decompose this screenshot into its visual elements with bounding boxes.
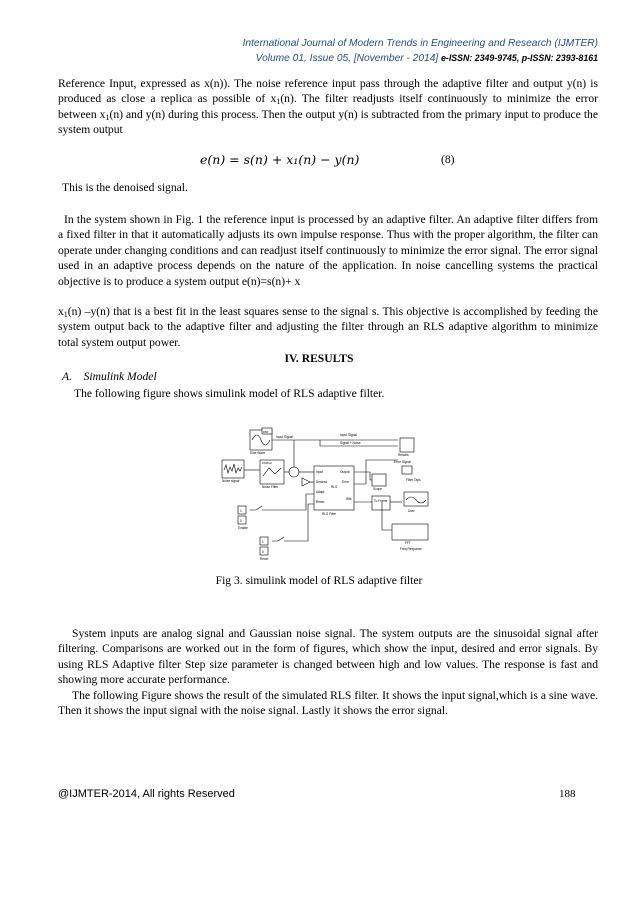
label-output-port: Output [340, 470, 350, 474]
text-segment: In the system shown in Fig. 1 the reference input is processed by an adaptive filter. An adaptive filter differs from a fixed filter in that it automatically adjusts its own impulse response. Thus with the proper algorithm, the filter can operate under changing conditions and can readjust itself continuously to minimize the error signal. The error signal used in an adaptive process depends on the nature of the application. In noise cancelling systems the practical objective is to produce a system output e(n)=s(n)+ x [58, 213, 598, 288]
label-input-signal: Input Signal [276, 435, 293, 439]
label-noise-signal: Noise signal [222, 479, 240, 483]
paragraph-adaptive-filter [58, 212, 598, 289]
journal-issn: e-ISSN: 2349-9745, p-ISSN: 2393-8161 [441, 53, 598, 63]
figure-caption: Fig 3. simulink model of RLS adaptive filter [215, 574, 423, 587]
label-dsp: DSP [263, 431, 269, 434]
label-to-frame: To Frame [374, 499, 388, 503]
fft-block [392, 524, 428, 540]
label-rls-filter: RLS Filter [322, 512, 337, 516]
results-scope [400, 438, 414, 452]
paragraph-results-intro [58, 688, 598, 719]
paragraph-reference-input: Reference Input, expressed as x(n)). The noise reference input pass through the adaptive filter and output y(n) is produced as close a replica as possible of $x_1(n)$. The filter readjusts itself continuously to minimize the error between $x_1(n)$ and y(n) during this process. Then the output y(n) is subtracted from the primary input to produce the system output [58, 77, 598, 137]
label-const-0b: 0 [262, 550, 264, 554]
label-error-port: Error [342, 480, 350, 484]
label-fdatool: FDATool [262, 462, 272, 465]
label-input-port: Input [316, 470, 324, 474]
label-input-signal-top: Input Signal [340, 433, 357, 437]
wire-output [354, 472, 372, 480]
label-fft: FFT [405, 541, 411, 545]
sum-block [289, 467, 299, 477]
text-segment: Reference Input, expressed as x(n)). The noise reference input pass through the adaptive filter and output y(n) is produced as close a replica as possible of x [58, 77, 598, 106]
label-user: User [408, 509, 415, 513]
figure-intro: The following figure shows simulink model of RLS adaptive filter. [74, 387, 385, 400]
journal-volume-line [256, 51, 598, 66]
gain-block [302, 478, 310, 486]
label-wts-port: Wts [346, 497, 352, 501]
label-reset: Reset [260, 557, 269, 561]
label-enable: Enable [238, 526, 248, 530]
section-heading: IV. RESULTS [284, 352, 354, 365]
page-number: 188 [559, 788, 576, 800]
paragraph-system-inputs [58, 626, 598, 688]
label-noise-filter: Noise Filter [262, 485, 279, 489]
switch-enable [250, 506, 268, 510]
equation-8: e(n) = s(n) + x₁(n) − y(n) [200, 152, 360, 167]
denoised-statement: This is the denoised signal. [62, 181, 188, 194]
label-error-signal: Error Signal [394, 460, 411, 464]
footer-copyright: @IJMTER-2014, All rights Reserved [58, 788, 235, 800]
label-filter-taps: Filter Taps [406, 478, 421, 482]
filter-taps-block [402, 466, 412, 474]
text-segment: System inputs are analog signal and Gaussian noise signal. The system outputs are the sinusoidal signal after filtering. Comparisons are worked out in the form of figures, which show the input, desired and error signals. By using RLS Adaptive filter Step size parameter is changed between high and low values. The response is fast and showing more accurate performance. [58, 627, 598, 687]
label-sine-wave: Sine Wave [250, 451, 266, 455]
switch-reset [272, 537, 290, 541]
simulink-diagram [210, 426, 435, 566]
text-segment: (n) –y(n) that is a best fit in the least squares sense to the signal s. This objective is accomplished by feeding the system output back to the adaptive filter and adjusting the filter through an RLS adaptive algorithm to minimize total system output power. [58, 305, 598, 349]
label-results: Results [398, 453, 409, 457]
label-reset-port: Reset [316, 500, 325, 504]
label-freq-response: Freq Response [400, 547, 422, 551]
label-scope: Scope [373, 487, 383, 491]
paragraph-adaptive-filter-cont: $x_1(n)$ –y(n) that is a best fit in the least squares sense to the signal s. This objective is accomplished by feeding the system output back to the adaptive filter and adjusting the filter through an RLS adaptive algorithm to minimize total system output power. [58, 305, 598, 349]
label-desired-port: Desired [316, 480, 327, 484]
user-scope [404, 492, 428, 506]
subsection-heading: A. Simulink Model [62, 370, 157, 383]
label-const-0: 0 [240, 519, 242, 523]
label-signal-noise: Signal + Noise [340, 441, 361, 445]
text-segment: (n). The filter readjusts itself continuously to minimize the error between x [58, 92, 598, 121]
journal-volume: Volume 01, Issue 05, [November - 2014] [255, 53, 439, 64]
label-const-1b: 1 [262, 540, 264, 544]
wire-reset [290, 504, 314, 541]
label-rls: RLS [331, 485, 338, 489]
text-segment: The following Figure shows the result of the simulated RLS filter. It shows the input signal,which is a sine wave. Then it shows the input signal with the noise signal. Lastly it shows the error signal. [58, 689, 598, 718]
equation-number: (8) [441, 153, 455, 166]
wire-adapt [268, 494, 314, 510]
journal-title: International Journal of Modern Trends in Engineering and Research (IJMTER) [242, 38, 598, 49]
text-segment: (n) and y(n) during this process. Then the output y(n) is subtracted from the primary input to produce the system output [58, 107, 598, 137]
scope-block [372, 474, 386, 486]
label-adapt-port: Adapt [316, 490, 325, 494]
label-const-1: 1 [240, 509, 242, 513]
